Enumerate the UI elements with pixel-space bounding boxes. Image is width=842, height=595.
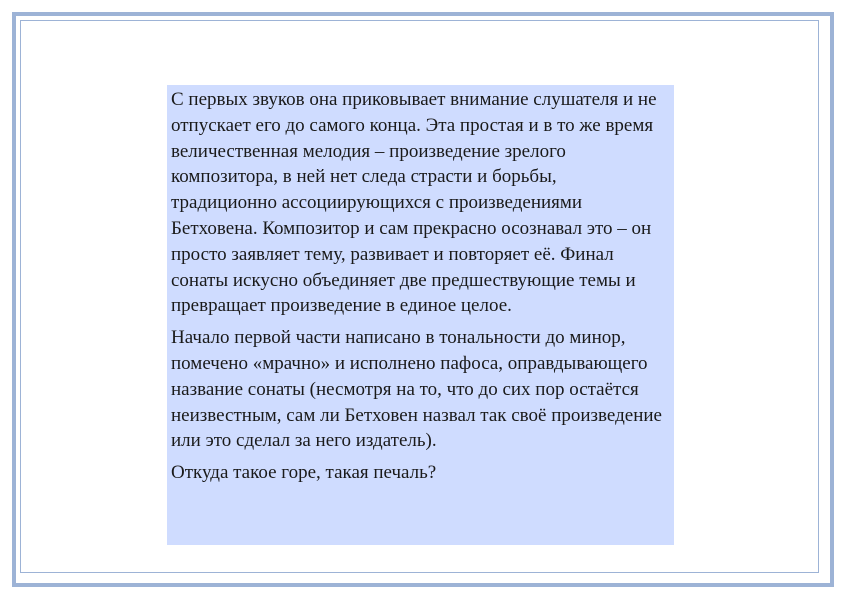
paragraph-3: Откуда такое горе, такая печаль? — [171, 462, 437, 484]
paragraph-2: Начало первой части написано в тональности до минор, помечено «мрачно» и исполнено пафоса, оправдывающего название сонаты (несмотря на то, что до сих пор остаётся неизвестным, сам ли Бетховен назвал так своё произведение или это сделал за него издатель). — [171, 327, 662, 452]
text-box — [167, 85, 674, 545]
paragraph-1: С первых звуков она приковывает внимание слушателя и не отпускает его до самого конца. Эта простая и в то же время величественная мелодия – произведение зрелого композитора, в ней нет следа страсти и борьбы, традиционно ассоциирующихся с произведениями Бетховена. Композитор и сам прекрасно осознавал это – он просто заявляет тему, развивает и повторяет её. Финал сонаты искусно объединяет две предшествующие темы и превращает произведение в единое целое. — [171, 89, 657, 317]
